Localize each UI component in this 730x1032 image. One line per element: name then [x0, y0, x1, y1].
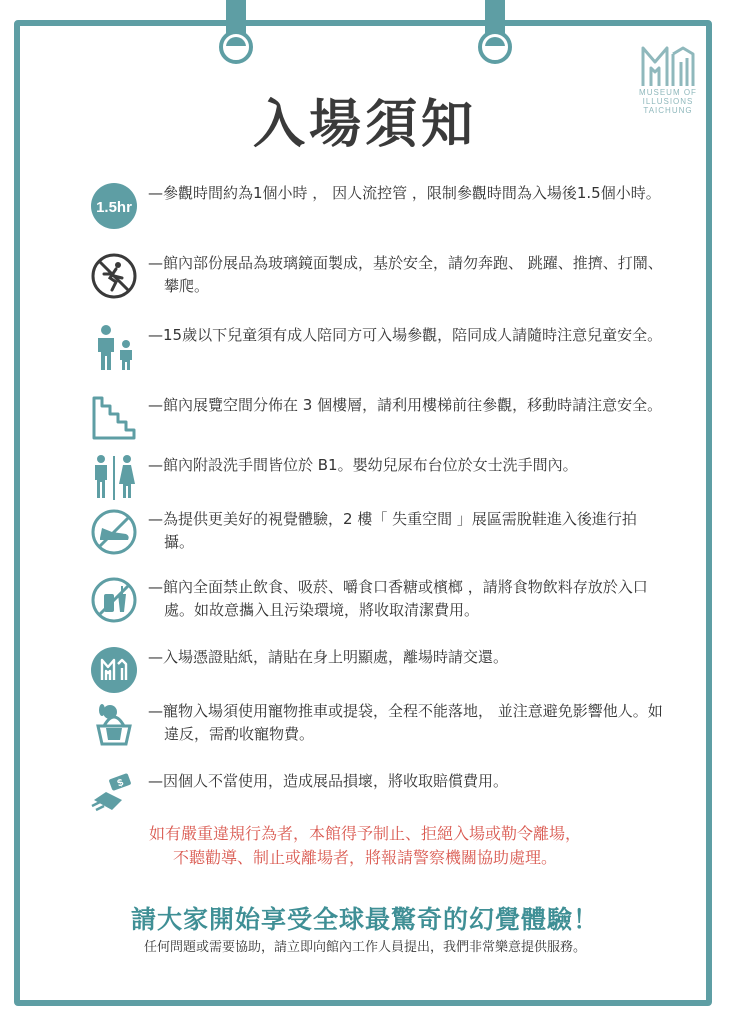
logo-line-1: MUSEUM OF [639, 88, 697, 97]
rule-text: — 因個人不當使用，造成展品損壞，將收取賠償費用。 [148, 770, 664, 793]
no-shoes-icon [90, 508, 138, 556]
slogan: 請大家開始享受全球最驚奇的幻覺體驗！ [130, 905, 599, 934]
warning-line-1: 如有嚴重違規行為者，本館得予制止、拒絕入場或勒令離場， [148, 824, 581, 843]
rule-text: — 參觀時間約為1個小時 ， 因人流控管 ，限制參觀時間為入場後1.5個小時。 [148, 182, 664, 205]
no-food-icon [90, 576, 138, 624]
svg-text:1.5hr: 1.5hr [96, 199, 132, 216]
logo-line-3: TAICHUNG [643, 106, 693, 115]
compensation-icon [90, 770, 138, 818]
sticker-icon [90, 646, 138, 694]
pet-icon [90, 700, 138, 748]
footnote: 任何問題或需要協助，請立即向館內工作人員提出，我們非常樂意提供服務。 [143, 940, 586, 955]
clock-1-5hr-icon [90, 182, 138, 230]
rule-text: — 館內展覽空間分佈在 3 個樓層，請利用樓梯前往參觀，移動時請注意安全。 [148, 394, 664, 417]
left-hanger-ring [219, 0, 253, 66]
right-hanger-ring [478, 0, 512, 66]
warning-line-2: 不聽勸導、制止或離場者，將報請警察機關協助處理。 [172, 848, 557, 867]
restroom-icon [90, 454, 138, 502]
rule-text: — 館內附設洗手間皆位於 B1。嬰幼兒尿布台位於女士洗手間內。 [148, 454, 664, 477]
rule-text: — 15歲以下兒童須有成人陪同方可入場參觀，陪同成人請隨時注意兒童安全。 [148, 324, 664, 347]
logo-line-2: ILLUSIONS [642, 97, 694, 106]
rule-text: — 入場憑證貼紙，請貼在身上明顯處，離場時請交還。 [148, 646, 664, 669]
rule-text: — 館內部份展品為玻璃鏡面製成，基於安全，請勿奔跑、 跳躍、推擠、打鬧、攀爬。 [148, 252, 664, 298]
svg-text:$: $ [116, 777, 126, 790]
no-running-icon [90, 252, 138, 300]
warning-notice [0, 822, 730, 870]
rule-text: — 館內全面禁止飲食、吸菸、嚼食口香糖或檳榔 ，請將食物飲料存放於入口處。如故意攜入且污染環境，將收取清潔費用。 [148, 576, 664, 622]
rule-text: — 為提供更美好的視覺體驗，2 樓「 失重空間 」展區需脫鞋進入後進行拍攝。 [148, 508, 664, 554]
stairs-icon [90, 394, 138, 442]
rule-text: — 寵物入場須使用寵物推車或提袋，全程不能落地， 並注意避免影響他人。如違反，需酌收寵物費。 [148, 700, 664, 746]
adult-child-icon [90, 324, 138, 372]
page-title: 入場須知 [252, 95, 477, 155]
